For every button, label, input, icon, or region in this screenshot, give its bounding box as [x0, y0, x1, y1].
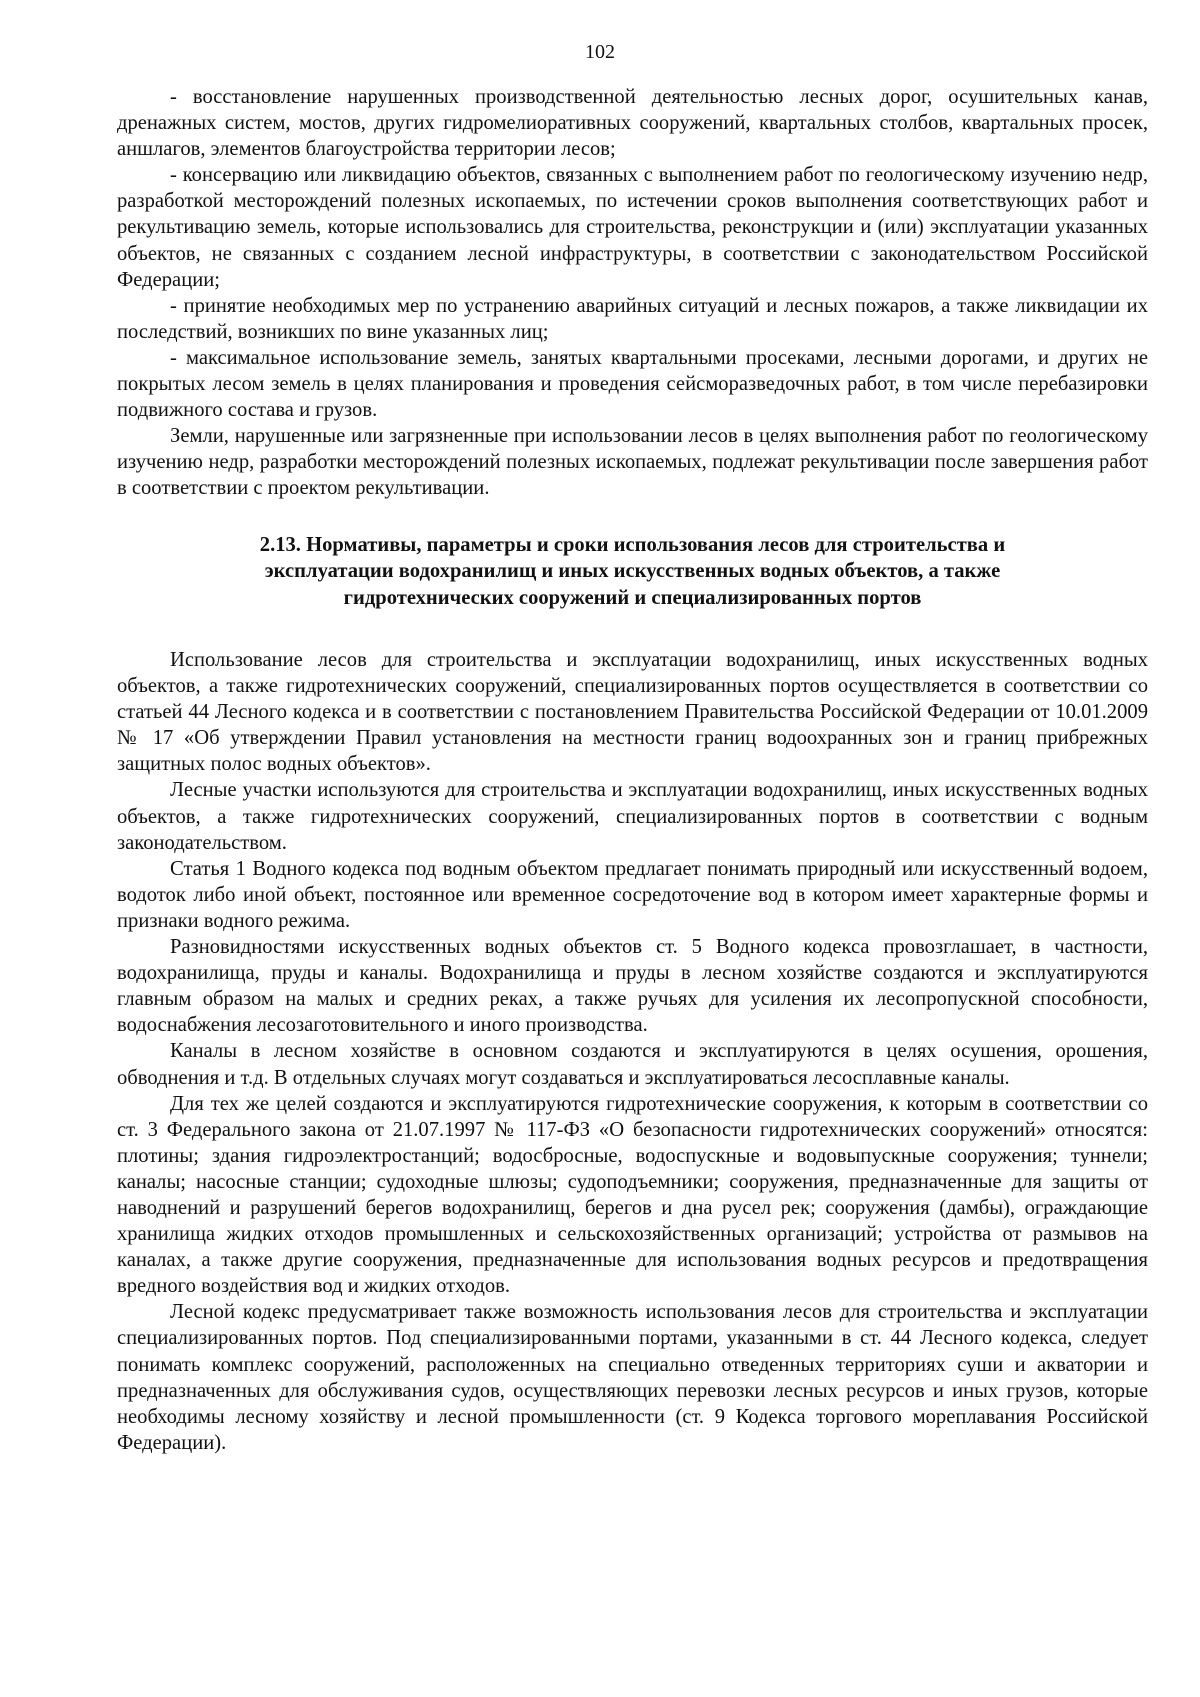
list-item: - принятие необходимых мер по устранению аварийных ситуаций и лесных пожаров, а также ликвидации их последствий, возникших по вине указанных лиц;	[117, 294, 1148, 343]
paragraph: Статья 1 Водного кодекса под водным объектом предлагает понимать природный или искусственный водоем, водоток либо иной объект, постоянное или временное сосредоточение вод в котором имеет характерные формы и признаки водного режима.	[117, 857, 1148, 932]
paragraph: Лесные участки используются для строительства и эксплуатации водохранилищ, иных искусственных водных объектов, а также гидротехнических сооружений, специализированных портов в соответствии с водным законодательством.	[117, 779, 1148, 854]
list-item: - консервацию или ликвидацию объектов, связанных с выполнением работ по геологическому изучению недр, разработкой месторождений полезных ископаемых, по истечении сроков выполнения соответствующих работ и рекультивацию земель, которые использовались для строительства, реконструкции и (или) эксплуатации указанных объектов, не связанных с созданием лесной инфраструктуры, в соответствии с законодательством Российской Федерации;	[117, 164, 1148, 291]
section-heading	[117, 532, 1148, 612]
paragraph: Для тех же целей создаются и эксплуатируются гидротехнические сооружения, к которым в соответствии со ст. 3 Федерального закона от 21.07.1997 № 117-ФЗ «О безопасности гидротехнических сооружений» относятся: плотины; здания гидроэлектростанций; водосбросные, водоспускные и водовыпускные сооружения; туннели; каналы; насосные станции; судоходные шлюзы; судоподъемники; сооружения, предназначенные для защиты от наводнений и разрушений берегов водохранилищ, берегов и дна русел рек; сооружения (дамбы), ограждающие хранилища жидких отходов промышленных и сельскохозяйственных организаций; устройства от размывов на каналах, а также другие сооружения, предназначенные для использования водных ресурсов и предотвращения вредного воздействия вод и жидких отходов.	[117, 1092, 1148, 1298]
paragraph: Лесной кодекс предусматривает также возможность использования лесов для строительства и эксплуатации специализированных портов. Под специализированными портами, указанными в ст. 44 Лесного кодекса, следует понимать комплекс сооружений, расположенных на специально отведенных территориях суши и акватории и предназначенных для обслуживания судов, осуществляющих перевозки лесных ресурсов и иных грузов, которые необходимы лесному хозяйству и лесной промышленности (ст. 9 Кодекса торгового мореплавания Российской Федерации).	[117, 1301, 1148, 1454]
list-item: - восстановление нарушенных производственной деятельностью лесных дорог, осушительных канав, дренажных систем, мостов, других гидромелиоративных сооружений, квартальных столбов, квартальных просек, аншлагов, элементов благоустройства территории лесов;	[117, 86, 1148, 161]
page-content	[117, 84, 1148, 1456]
section-heading-line: эксплуатации водохранилищ и иных искусственных водных объектов, а также	[264, 560, 1001, 582]
paragraph: Разновидностями искусственных водных объектов ст. 5 Водного кодекса провозглашает, в частности, водохранилища, пруды и каналы. Водохранилища и пруды в лесном хозяйстве создаются и эксплуатируются главным образом на малых и средних реках, а также ручьях для усиления их лесопропускной способности, водоснабжения лесозаготовительного и иного производства.	[117, 936, 1148, 1037]
page-number: 102	[585, 41, 615, 63]
paragraph: Земли, нарушенные или загрязненные при использовании лесов в целях выполнения работ по геологическому изучению недр, разработки месторождений полезных ископаемых, подлежат рекультивации после завершения работ в соответствии с проектом рекультивации.	[117, 425, 1148, 500]
list-item: - максимальное использование земель, занятых квартальными просеками, лесными дорогами, и других не покрытых лесом земель в целях планирования и проведения сейсморазведочных работ, в том числе перебазировки подвижного состава и грузов.	[117, 346, 1148, 422]
paragraph: Каналы в лесном хозяйстве в основном создаются и эксплуатируются в целях осушения, орошения, обводнения и т.д. В отдельных случаях могут создаваться и эксплуатироваться лесосплавные каналы.	[117, 1040, 1148, 1089]
section-heading-line: гидротехнических сооружений и специализированных портов	[343, 586, 922, 609]
paragraph: Использование лесов для строительства и эксплуатации водохранилищ, иных искусственных водных объектов, а также гидротехнических сооружений, специализированных портов осуществляется в соответствии со статьей 44 Лесного кодекса и в соответствии с постановлением Правительства Российской Федерации от 10.01.2009 № 17 «Об утверждении Правил установления на местности границ водоохранных зон и границ прибрежных защитных полос водных объектов».	[117, 649, 1148, 776]
section-heading-line: 2.13. Нормативы, параметры и сроки использования лесов для строительства и	[259, 533, 1006, 556]
